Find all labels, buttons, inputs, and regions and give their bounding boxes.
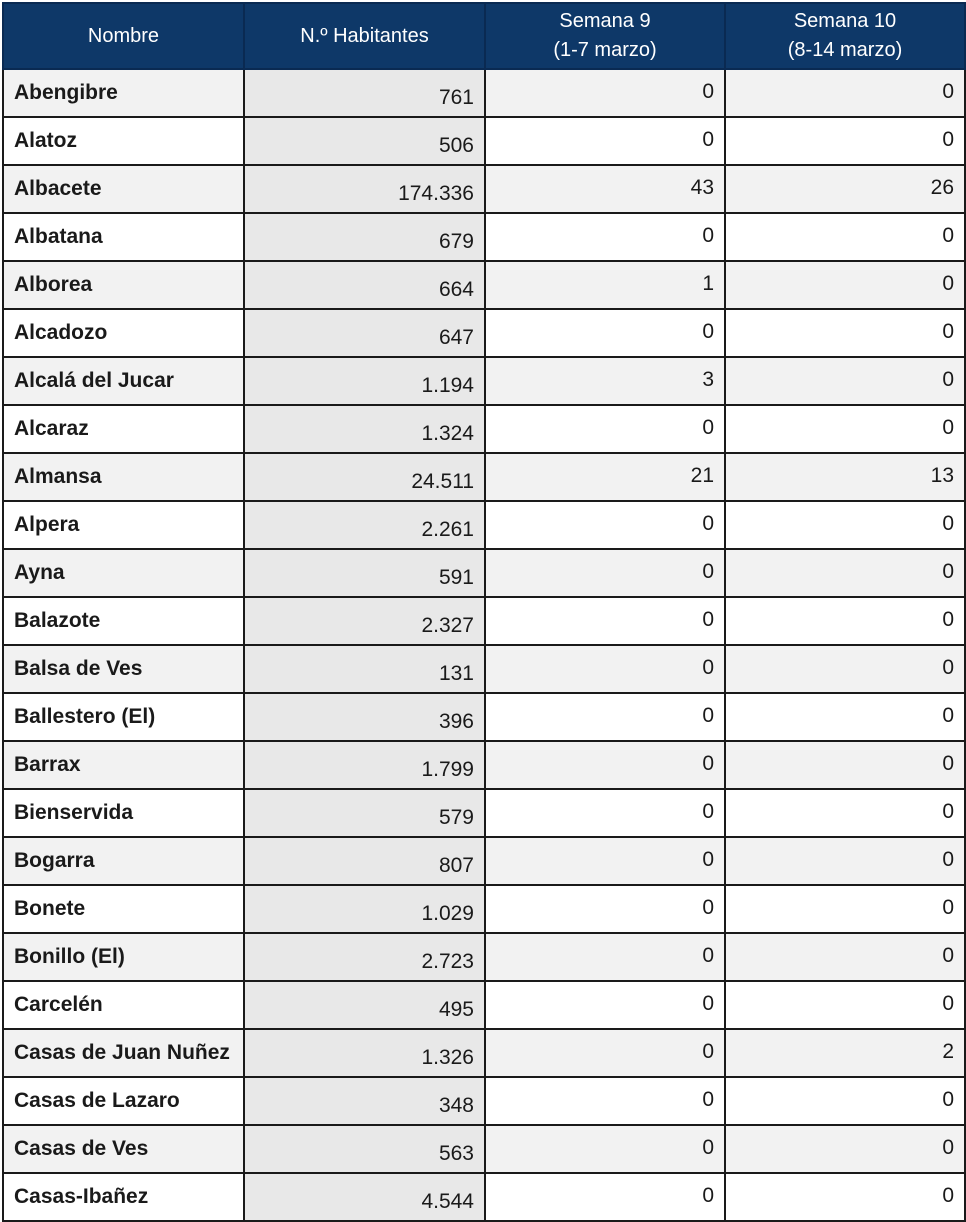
municipality-name-cell: Ballestero (El) (3, 693, 244, 741)
semana-9-cases-cell: 3 (485, 357, 725, 405)
semana-10-cases-cell: 0 (725, 645, 965, 693)
semana-10-cases-cell: 0 (725, 117, 965, 165)
population-cell: 4.544 (244, 1173, 485, 1221)
semana-9-cases-cell: 0 (485, 501, 725, 549)
municipality-name-cell: Bonillo (El) (3, 933, 244, 981)
semana-9-cases-cell: 43 (485, 165, 725, 213)
municipality-name-cell: Alborea (3, 261, 244, 309)
population-cell: 807 (244, 837, 485, 885)
semana-9-cases-cell: 0 (485, 549, 725, 597)
table-row (3, 933, 965, 981)
semana-9-cases-cell: 0 (485, 117, 725, 165)
population-cell: 579 (244, 789, 485, 837)
table-row (3, 645, 965, 693)
table-row (3, 789, 965, 837)
semana-9-cases-cell: 0 (485, 645, 725, 693)
table-row (3, 309, 965, 357)
municipality-name-cell: Casas de Juan Nuñez (3, 1029, 244, 1077)
column-header-nombre: Nombre (3, 3, 244, 69)
table-row (3, 453, 965, 501)
semana-10-cases-cell: 0 (725, 549, 965, 597)
semana-10-cases-cell: 0 (725, 69, 965, 117)
semana-9-cases-cell: 0 (485, 309, 725, 357)
semana-9-cases-cell: 0 (485, 789, 725, 837)
semana-9-cases-cell: 0 (485, 597, 725, 645)
municipality-name-cell: Albatana (3, 213, 244, 261)
semana-10-cases-cell: 0 (725, 1077, 965, 1125)
semana-10-cases-cell: 0 (725, 1125, 965, 1173)
population-cell: 506 (244, 117, 485, 165)
population-cell: 647 (244, 309, 485, 357)
semana-9-cases-cell: 21 (485, 453, 725, 501)
municipality-name-cell: Ayna (3, 549, 244, 597)
semana-10-cases-cell: 13 (725, 453, 965, 501)
table-row (3, 549, 965, 597)
header-row (3, 3, 965, 69)
semana-9-cases-cell: 0 (485, 693, 725, 741)
municipality-name-cell: Casas-Ibañez (3, 1173, 244, 1221)
municipality-name-cell: Barrax (3, 741, 244, 789)
table-row (3, 1029, 965, 1077)
population-cell: 1.326 (244, 1029, 485, 1077)
table-row (3, 597, 965, 645)
municipality-name-cell: Albacete (3, 165, 244, 213)
table-header (3, 3, 965, 69)
semana-10-cases-cell: 0 (725, 693, 965, 741)
table-row (3, 501, 965, 549)
population-cell: 396 (244, 693, 485, 741)
population-cell: 761 (244, 69, 485, 117)
semana-9-cases-cell: 0 (485, 213, 725, 261)
municipality-name-cell: Alcaraz (3, 405, 244, 453)
semana-10-dates: (8-14 marzo) (787, 39, 903, 61)
semana-9-cases-cell: 0 (485, 405, 725, 453)
table-row (3, 69, 965, 117)
population-cell: 2.723 (244, 933, 485, 981)
semana-10-cases-cell: 0 (725, 597, 965, 645)
municipality-name-cell: Carcelén (3, 981, 244, 1029)
municipality-cases-table (2, 2, 966, 1222)
semana-10-cases-cell: 0 (725, 357, 965, 405)
semana-9-cases-cell: 0 (485, 69, 725, 117)
semana-9-dates: (1-7 marzo) (553, 39, 657, 61)
population-cell: 591 (244, 549, 485, 597)
semana-9-cases-cell: 0 (485, 1029, 725, 1077)
semana-9-title: Semana 9 (559, 10, 651, 32)
population-cell: 1.324 (244, 405, 485, 453)
semana-10-cases-cell: 2 (725, 1029, 965, 1077)
semana-9-cases-cell: 0 (485, 933, 725, 981)
municipality-name-cell: Balsa de Ves (3, 645, 244, 693)
population-cell: 1.194 (244, 357, 485, 405)
column-header-habitantes: N.º Habitantes (244, 3, 485, 69)
table-row (3, 261, 965, 309)
municipality-name-cell: Alcalá del Jucar (3, 357, 244, 405)
table-row (3, 693, 965, 741)
semana-10-cases-cell: 26 (725, 165, 965, 213)
municipality-name-cell: Casas de Ves (3, 1125, 244, 1173)
semana-10-cases-cell: 0 (725, 981, 965, 1029)
semana-10-cases-cell: 0 (725, 213, 965, 261)
population-cell: 679 (244, 213, 485, 261)
table-row (3, 741, 965, 789)
municipality-name-cell: Alcadozo (3, 309, 244, 357)
population-cell: 1.029 (244, 885, 485, 933)
municipality-name-cell: Bonete (3, 885, 244, 933)
table-row (3, 165, 965, 213)
municipality-name-cell: Bienservida (3, 789, 244, 837)
table-body (3, 69, 965, 1221)
semana-9-cases-cell: 0 (485, 1173, 725, 1221)
semana-10-cases-cell: 0 (725, 309, 965, 357)
population-cell: 24.511 (244, 453, 485, 501)
population-cell: 664 (244, 261, 485, 309)
semana-10-cases-cell: 0 (725, 501, 965, 549)
table-row (3, 1077, 965, 1125)
semana-9-cases-cell: 0 (485, 837, 725, 885)
semana-10-cases-cell: 0 (725, 837, 965, 885)
population-cell: 2.327 (244, 597, 485, 645)
semana-9-cases-cell: 0 (485, 1125, 725, 1173)
table-row (3, 1125, 965, 1173)
semana-10-cases-cell: 0 (725, 885, 965, 933)
population-cell: 2.261 (244, 501, 485, 549)
table-row (3, 405, 965, 453)
semana-10-cases-cell: 0 (725, 789, 965, 837)
municipality-name-cell: Balazote (3, 597, 244, 645)
table-row (3, 981, 965, 1029)
table-row (3, 213, 965, 261)
column-header-semana-10 (725, 3, 965, 69)
municipality-name-cell: Almansa (3, 453, 244, 501)
table-row (3, 357, 965, 405)
municipality-name-cell: Alpera (3, 501, 244, 549)
semana-10-cases-cell: 0 (725, 261, 965, 309)
municipality-name-cell: Alatoz (3, 117, 244, 165)
population-cell: 495 (244, 981, 485, 1029)
semana-10-cases-cell: 0 (725, 405, 965, 453)
municipality-name-cell: Bogarra (3, 837, 244, 885)
semana-10-cases-cell: 0 (725, 933, 965, 981)
table-row (3, 1173, 965, 1221)
semana-9-cases-cell: 0 (485, 885, 725, 933)
municipality-name-cell: Casas de Lazaro (3, 1077, 244, 1125)
table-row (3, 837, 965, 885)
municipality-name-cell: Abengibre (3, 69, 244, 117)
table-row (3, 117, 965, 165)
semana-10-title: Semana 10 (793, 10, 897, 32)
population-cell: 131 (244, 645, 485, 693)
semana-9-cases-cell: 0 (485, 981, 725, 1029)
semana-9-cases-cell: 0 (485, 741, 725, 789)
semana-9-cases-cell: 0 (485, 1077, 725, 1125)
semana-9-cases-cell: 1 (485, 261, 725, 309)
semana-10-cases-cell: 0 (725, 741, 965, 789)
population-cell: 1.799 (244, 741, 485, 789)
column-header-semana-9 (485, 3, 725, 69)
table-row (3, 885, 965, 933)
semana-10-cases-cell: 0 (725, 1173, 965, 1221)
population-cell: 174.336 (244, 165, 485, 213)
population-cell: 563 (244, 1125, 485, 1173)
population-cell: 348 (244, 1077, 485, 1125)
